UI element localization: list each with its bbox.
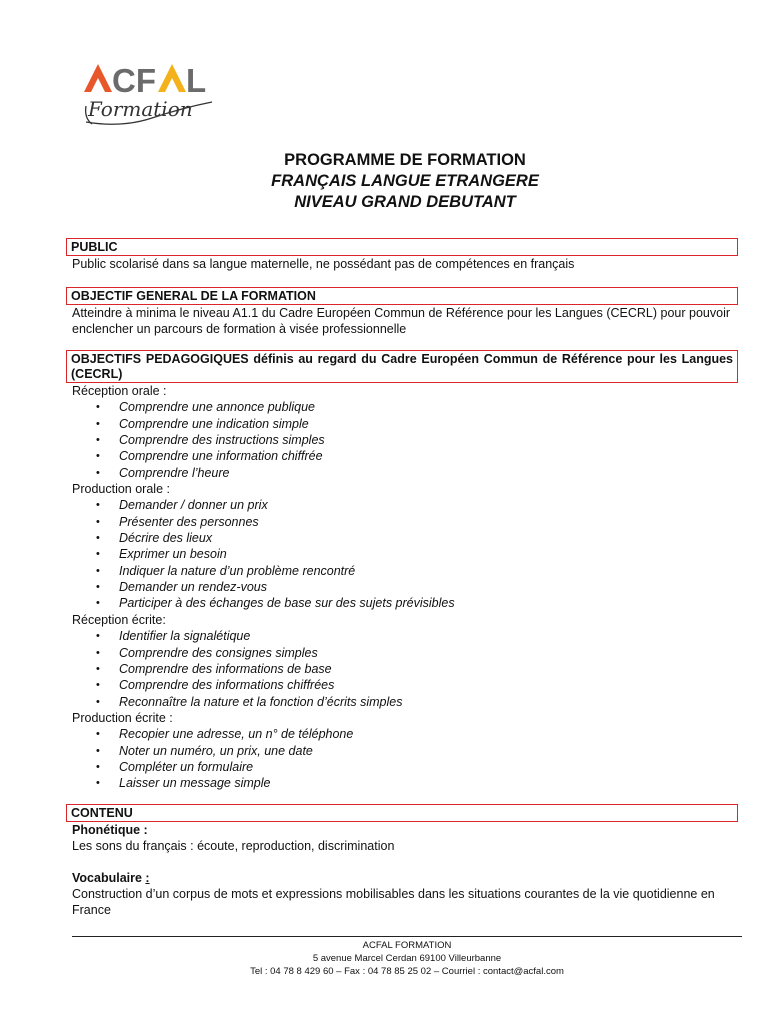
group-label: Réception orale : xyxy=(72,384,167,398)
section-heading-objectif: OBJECTIF GENERAL DE LA FORMATION xyxy=(66,287,738,305)
phonetique-title: Phonétique : xyxy=(72,822,148,837)
vocab-title-text: Vocabulaire xyxy=(72,870,146,885)
list-item: • Noter un numéro, un prix, une date xyxy=(72,743,748,759)
list-item: • Comprendre une annonce publique xyxy=(72,399,748,415)
pedago-group-production-orale xyxy=(72,481,748,612)
group-label: Production orale : xyxy=(72,482,170,497)
logo-script-text: Formation xyxy=(88,97,193,121)
document-title xyxy=(0,150,768,213)
pedago-heading-bold: OBJECTIFS PEDAGOGIQUES xyxy=(71,352,249,366)
section-heading-pedago xyxy=(66,350,738,383)
page-footer xyxy=(72,936,742,978)
group-label: Réception écrite: xyxy=(72,612,166,627)
list-item: • Identifier la signalétique xyxy=(72,628,748,644)
list-item: • Compléter un formulaire xyxy=(72,759,748,775)
title-line-3: NIVEAU GRAND DEBUTANT xyxy=(294,193,516,211)
list-item: • Reconnaître la nature et la fonction d’écrits simples xyxy=(72,694,748,710)
list-item: • Demander / donner un prix xyxy=(72,497,748,513)
section-heading-public: PUBLIC xyxy=(66,238,738,256)
list-item: • Exprimer un besoin xyxy=(72,546,748,562)
svg-text:CF: CF xyxy=(112,62,156,99)
title-line-1: PROGRAMME DE FORMATION xyxy=(284,151,526,169)
acfal-logo xyxy=(82,58,222,130)
list-item: • Comprendre une indication simple xyxy=(72,416,748,432)
pedago-heading-rest: définis au regard du Cadre Européen Commun de Référence pour les Langues (CECRL) xyxy=(71,352,733,381)
pedago-group-production-ecrite xyxy=(72,710,748,792)
title-line-2: FRANÇAIS LANGUE ETRANGERE xyxy=(271,172,539,190)
vocab-title-colon: : xyxy=(145,870,150,885)
public-text: Public scolarisé dans sa langue maternelle, ne possédant pas de compétences en français xyxy=(72,257,575,271)
list-item: • Laisser un message simple xyxy=(72,775,748,791)
footer-company: ACFAL FORMATION xyxy=(362,940,452,951)
list-item: • Présenter des personnes xyxy=(72,514,748,530)
list-item: • Recopier une adresse, un n° de téléphone xyxy=(72,726,748,742)
svg-text:L: L xyxy=(186,62,207,99)
group-label: Production écrite : xyxy=(72,710,173,725)
list-item: • Comprendre des informations chiffrées xyxy=(72,677,748,693)
footer-contact: Tel : 04 78 8 429 60 – Fax : 04 78 85 25 02 – Courriel : contact@acfal.com xyxy=(250,966,564,977)
objectif-text: Atteindre à minima le niveau A1.1 du Cadre Européen Commun de Référence pour les Langues (CECRL) pour pouvoir enclencher un parcours de formation à visée professionnelle xyxy=(72,306,731,336)
footer-address: 5 avenue Marcel Cerdan 69100 Villeurbanne xyxy=(312,953,502,964)
document-body xyxy=(72,238,748,918)
list-item: • Décrire des lieux xyxy=(72,530,748,546)
vocabulaire-title xyxy=(72,870,748,886)
list-item: • Comprendre une information chiffrée xyxy=(72,448,748,464)
section-heading-contenu: CONTENU xyxy=(66,804,738,822)
phonetique-text: Les sons du français : écoute, reproduction, discrimination xyxy=(72,838,395,853)
list-item: • Comprendre l’heure xyxy=(72,465,748,481)
pedago-group-reception-ecrite xyxy=(72,612,748,710)
vocabulaire-text: Construction d’un corpus de mots et expressions mobilisables dans les situations courantes de la vie quotidienne en France xyxy=(72,886,715,917)
list-item: • Comprendre des informations de base xyxy=(72,661,748,677)
list-item: • Comprendre des consignes simples xyxy=(72,645,748,661)
list-item: • Indiquer la nature d’un problème rencontré xyxy=(72,563,748,579)
logo-a-letter xyxy=(84,64,112,92)
list-item: • Participer à des échanges de base sur des sujets prévisibles xyxy=(72,595,748,611)
pedago-group-reception-orale xyxy=(72,383,748,481)
logo-a2-letter xyxy=(158,64,186,92)
list-item: • Comprendre des instructions simples xyxy=(72,432,748,448)
list-item: • Demander un rendez-vous xyxy=(72,579,748,595)
